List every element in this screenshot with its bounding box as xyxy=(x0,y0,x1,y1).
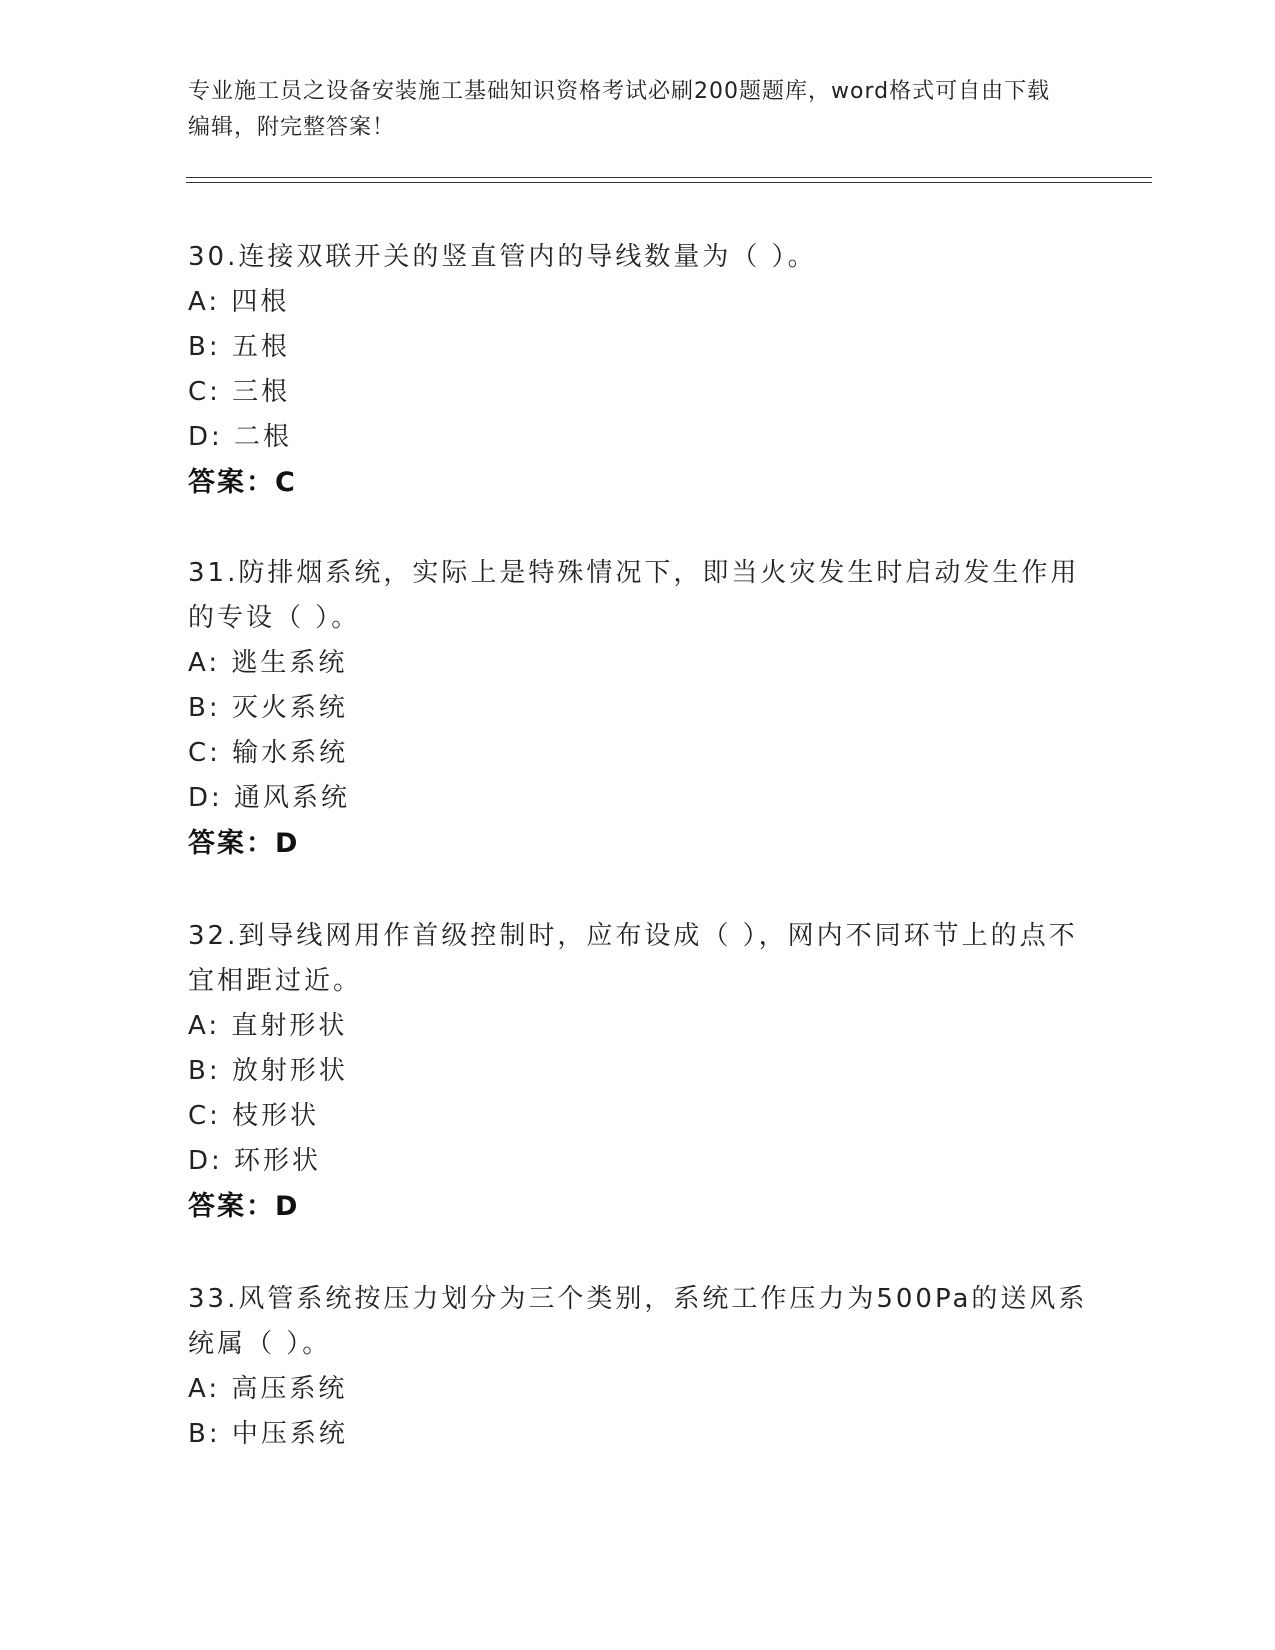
option-b: B: 灭火系统 xyxy=(188,693,348,723)
question-stem: 32.到导线网用作首级控制时，应布设成（ ），网内不同环节上的点不宜相距过近。 xyxy=(188,921,1078,996)
option-c: C: 枝形状 xyxy=(188,1101,320,1131)
option-a: A: 逃生系统 xyxy=(188,648,348,678)
answer-line: 答案：D xyxy=(188,1191,300,1222)
question-stem: 30.连接双联开关的竖直管内的导线数量为（ ）。 xyxy=(188,242,817,272)
question-31 xyxy=(188,551,1088,866)
option-b: B: 中压系统 xyxy=(188,1419,348,1449)
question-30 xyxy=(188,235,1088,505)
option-a: A: 高压系统 xyxy=(188,1374,348,1404)
document-header: 专业施工员之设备安装施工基础知识资格考试必刷200题题库，word格式可自由下载编辑，附完整答案！ xyxy=(188,79,1051,140)
option-d: D: 二根 xyxy=(188,422,293,452)
question-32 xyxy=(188,914,1088,1229)
option-c: C: 输水系统 xyxy=(188,738,349,768)
option-d: D: 环形状 xyxy=(188,1146,322,1176)
question-stem: 31.防排烟系统，实际上是特殊情况下，即当火灾发生时启动发生作用的专设（ ）。 xyxy=(188,558,1080,633)
header-divider-second xyxy=(186,182,1152,183)
option-d: D: 通风系统 xyxy=(188,783,351,813)
header-divider xyxy=(186,177,1152,178)
question-33 xyxy=(188,1277,1088,1457)
answer-line: 答案：C xyxy=(188,467,297,498)
option-a: A: 四根 xyxy=(188,287,290,317)
option-b: B: 放射形状 xyxy=(188,1056,348,1086)
question-stem: 33.风管系统按压力划分为三个类别，系统工作压力为500Pa的送风系统属（ ）。 xyxy=(188,1284,1088,1359)
option-c: C: 三根 xyxy=(188,377,291,407)
option-a: A: 直射形状 xyxy=(188,1011,348,1041)
option-b: B: 五根 xyxy=(188,332,290,362)
answer-line: 答案：D xyxy=(188,828,300,859)
